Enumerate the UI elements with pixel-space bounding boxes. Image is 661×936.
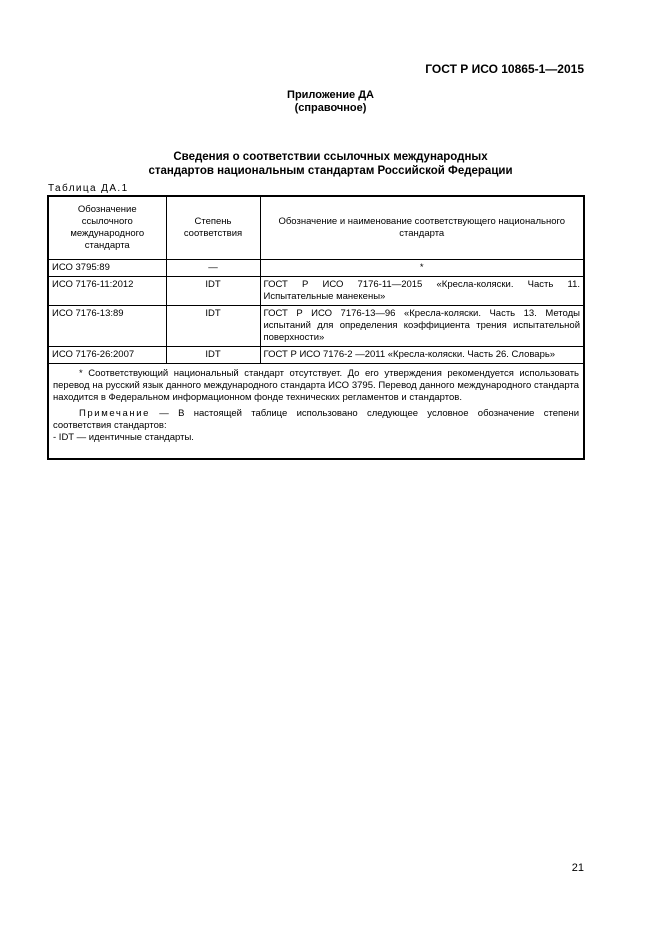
cell-degree: IDT	[166, 347, 260, 364]
cell-degree: IDT	[166, 306, 260, 347]
section-title-line-2: стандартов национальным стандартам Российской Федерации	[148, 165, 513, 177]
note-text: — В настоящей таблице использовано следующее условное обозначение степени соответствия стандартов:	[53, 408, 579, 431]
cell-international-standard: ИСО 7176-26:2007	[48, 347, 166, 364]
table-row	[48, 260, 584, 277]
table-note	[53, 408, 579, 432]
note-label: Примечание	[79, 408, 150, 419]
header-degree: Степень соответствия	[166, 196, 260, 260]
document-code: ГОСТ Р ИСО 10865-1—2015	[425, 62, 584, 76]
table-notes-row	[48, 364, 584, 460]
correspondence-table	[47, 195, 585, 460]
table-footnote: * Соответствующий национальный стандарт отсутствует. До его утверждения рекомендуется использовать перевод на русский язык данного международного стандарта ИСО 3795. Перевод данного международного стандарта находится в Федеральном информационном фонде технических регламентов и стандартов.	[53, 368, 579, 403]
page-number: 21	[571, 862, 584, 874]
cell-national-standard: ГОСТ Р ИСО 7176-11—2015 «Кресла-коляски. Часть 11. Испытательные манекены»	[260, 277, 584, 306]
annex-title: Приложение ДА	[287, 89, 374, 101]
annex-subtitle: (справочное)	[294, 102, 367, 114]
table-header-row	[48, 196, 584, 260]
section-title-line-1: Сведения о соответствии ссылочных международных	[173, 151, 488, 163]
cell-degree: IDT	[166, 277, 260, 306]
annex-heading	[0, 89, 661, 115]
header-international-standard: Обозначение ссылочного международного стандарта	[48, 196, 166, 260]
cell-international-standard: ИСО 7176-11:2012	[48, 277, 166, 306]
cell-international-standard: ИСО 7176-13:89	[48, 306, 166, 347]
table-caption: Таблица ДА.1	[48, 183, 129, 194]
header-national-standard: Обозначение и наименование соответствующего национального стандарта	[260, 196, 584, 260]
cell-national-standard: *	[260, 260, 584, 277]
correspondence-table-wrapper	[47, 195, 583, 460]
table-row	[48, 306, 584, 347]
cell-international-standard: ИСО 3795:89	[48, 260, 166, 277]
table-notes	[48, 364, 584, 460]
note-item: - IDT — идентичные стандарты.	[53, 432, 194, 443]
table-row	[48, 277, 584, 306]
cell-national-standard: ГОСТ Р ИСО 7176-13—96 «Кресла-коляски. Часть 13. Методы испытаний для определения коэффициента трения испытательной поверхности»	[260, 306, 584, 347]
table-row	[48, 347, 584, 364]
cell-national-standard: ГОСТ Р ИСО 7176-2 —2011 «Кресла-коляски. Часть 26. Словарь»	[260, 347, 584, 364]
cell-degree: —	[166, 260, 260, 277]
section-title	[0, 150, 661, 178]
